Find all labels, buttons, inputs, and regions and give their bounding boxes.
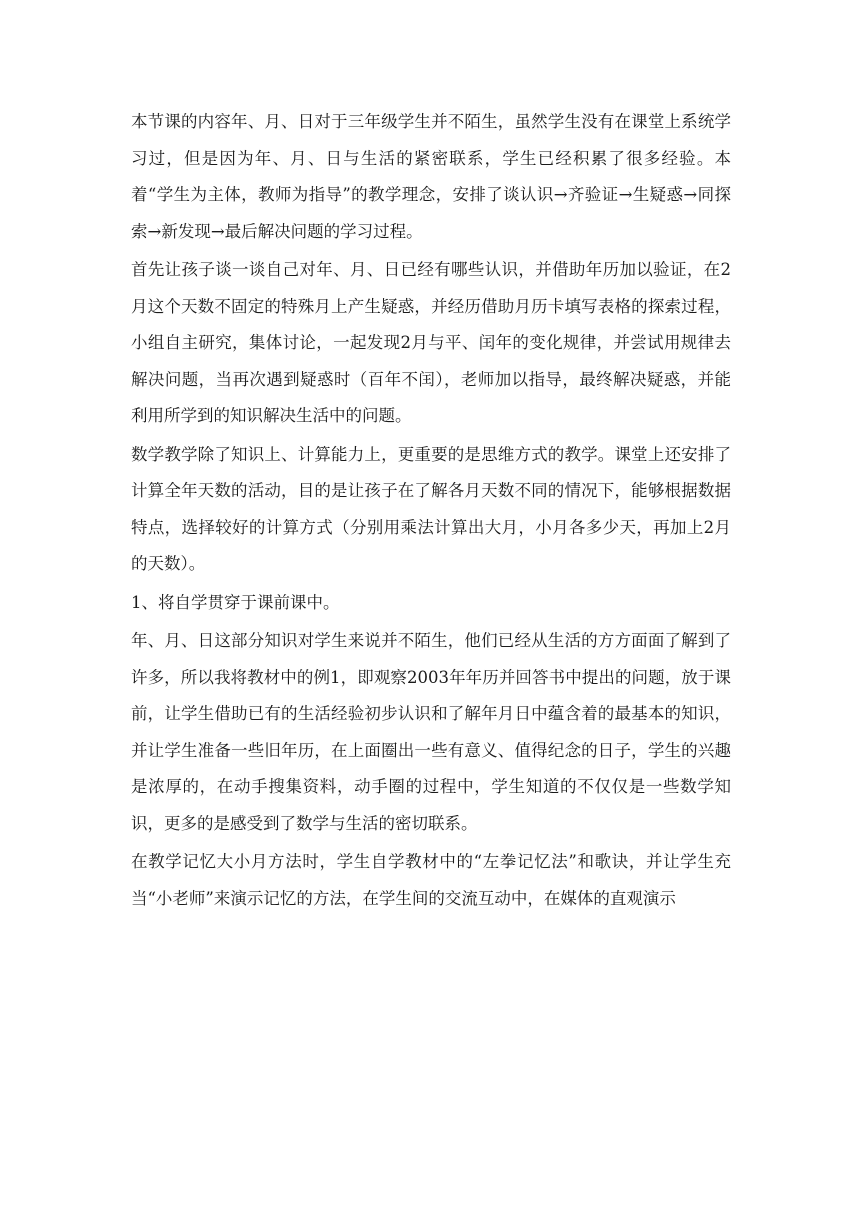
paragraph-intro: 本节课的内容年、月、日对于三年级学生并不陌生，虽然学生没有在课堂上系统学习过，但是因为年、月、日与生活的紧密联系，学生已经积累了很多经验。本着“学生为主体，教师为指导”的教学理念，安排了谈认识→齐验证→生疑惑→同探索→新发现→最后解决问题的学习过程。 — [131, 112, 731, 241]
paragraph-heading-self-study: 1、将自学贯穿于课前课中。 — [131, 592, 340, 612]
paragraph-memory-method: 在教学记忆大小月方法时，学生自学教材中的“左拳记忆法”和歌诀，并让学生充当“小老师”来演示记忆的方法，在学生间的交流互动中，在媒体的直观演示 — [131, 852, 731, 908]
paragraph-thinking: 数学教学除了知识上、计算能力上，更重要的是思维方式的教学。课堂上还安排了计算全年天数的活动，目的是让孩子在了解各月天数不同的情况下，能够根据数据特点，选择较好的计算方式（分别用乘法计算出大月，小月各多少天，再加上2月的天数）。 — [131, 444, 731, 573]
document-body — [131, 104, 731, 919]
paragraph-self-study: 年、月、日这部分知识对学生来说并不陌生，他们已经从生活的方方面面了解到了许多，所以我将教材中的例1，即观察2003年年历并回答书中提出的问题，放于课前，让学生借助已有的生活经验初步认识和了解年月日中蕴含着的最基本的知识，并让学生准备一些旧年历，在上面圈出一些有意义、值得纪念的日子，学生的兴趣是浓厚的，在动手搜集资料，动手圈的过程中，学生知道的不仅仅是一些数学知识，更多的是感受到了数学与生活的密切联系。 — [131, 631, 731, 833]
paragraph-process: 首先让孩子谈一谈自己对年、月、日已经有哪些认识，并借助年历加以验证，在2月这个天数不固定的特殊月上产生疑惑，并经历借助月历卡填写表格的探索过程，小组自主研究，集体讨论，一起发现2月与平、闰年的变化规律，并尝试用规律去解决问题，当再次遇到疑惑时（百年不闰），老师加以指导，最终解决疑惑，并能利用所学到的知识解决生活中的问题。 — [131, 260, 731, 425]
